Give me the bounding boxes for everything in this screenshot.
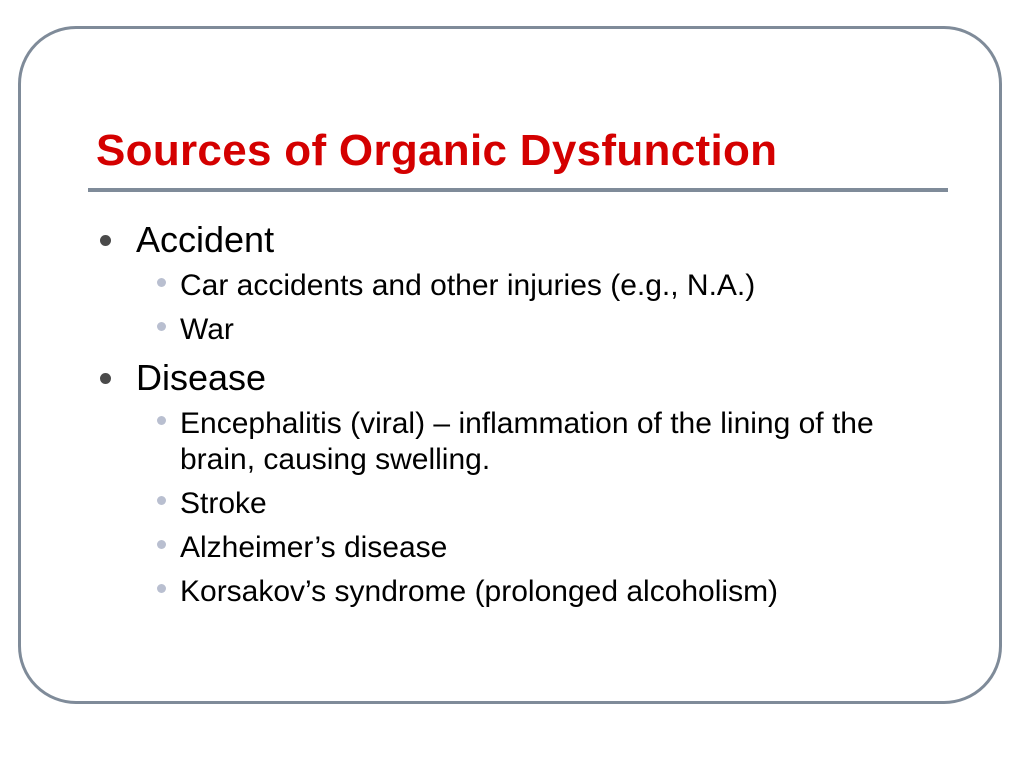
title-divider bbox=[88, 188, 948, 192]
sub-bullet-label: Encephalitis (viral) – inflammation of the lining of the brain, causing swelling. bbox=[180, 407, 874, 476]
sub-bullet-dot-icon bbox=[157, 540, 166, 549]
sub-bullet-dot-icon bbox=[157, 496, 166, 505]
sub-bullet-item bbox=[100, 268, 950, 304]
sub-bullet-label: Stroke bbox=[180, 487, 267, 520]
slide-content bbox=[100, 218, 950, 618]
sub-bullet-dot-icon bbox=[157, 278, 166, 287]
bullet-item-disease bbox=[100, 356, 950, 400]
sub-list-disease bbox=[100, 406, 950, 610]
bullet-item-accident bbox=[100, 218, 950, 262]
bullet-dot-icon bbox=[100, 373, 111, 384]
sub-bullet-label: Car accidents and other injuries (e.g., N.A.) bbox=[180, 269, 756, 302]
sub-bullet-dot-icon bbox=[157, 416, 166, 425]
sub-bullet-item bbox=[100, 486, 950, 522]
sub-bullet-item bbox=[100, 312, 950, 348]
bullet-label: Accident bbox=[136, 219, 275, 260]
sub-bullet-label: War bbox=[180, 313, 234, 346]
sub-bullet-item bbox=[100, 530, 950, 566]
slide-title: Sources of Organic Dysfunction bbox=[96, 126, 778, 175]
sub-list-accident bbox=[100, 268, 950, 348]
sub-bullet-item bbox=[100, 574, 950, 610]
sub-bullet-item bbox=[100, 406, 950, 478]
bullet-dot-icon bbox=[100, 235, 111, 246]
sub-bullet-label: Korsakov’s syndrome (prolonged alcoholism) bbox=[180, 575, 779, 608]
sub-bullet-dot-icon bbox=[157, 584, 166, 593]
sub-bullet-label: Alzheimer’s disease bbox=[180, 531, 448, 564]
bullet-label: Disease bbox=[136, 357, 267, 398]
sub-bullet-dot-icon bbox=[157, 322, 166, 331]
